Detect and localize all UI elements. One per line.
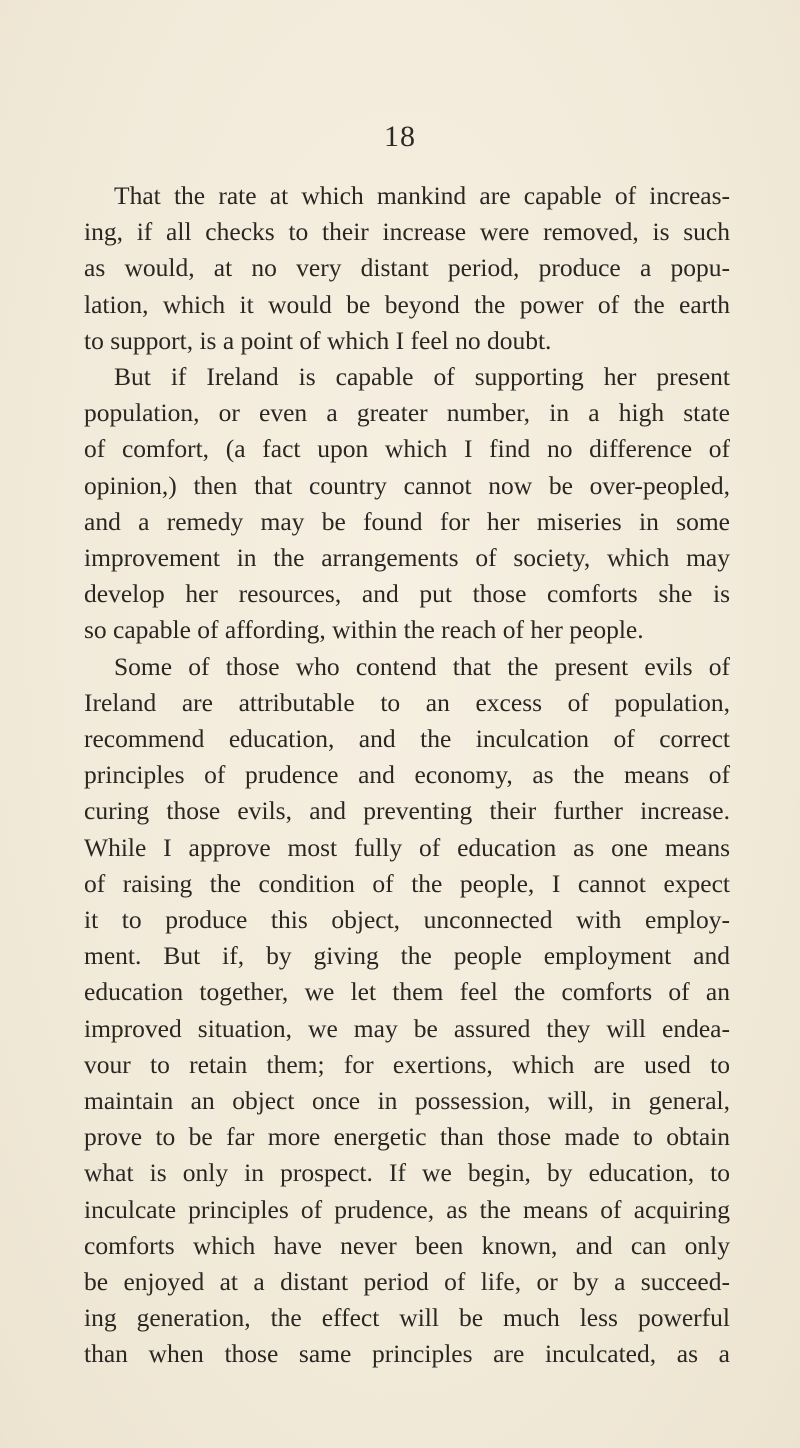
text-line: develop her resources, and put those comforts she is bbox=[84, 579, 730, 609]
text-line: so capable of affording, within the reach of her people. bbox=[84, 615, 644, 645]
text-line: what is only in prospect. If we begin, by education, to bbox=[84, 1158, 730, 1188]
text-line: But if Ireland is capable of supporting her present bbox=[114, 362, 730, 391]
text-line: it to produce this object, unconnected with employ- bbox=[84, 905, 730, 934]
text-line: ing, if all checks to their increase were removed, is such bbox=[84, 217, 730, 247]
text-line: ment. But if, by giving the people employment and bbox=[84, 941, 730, 971]
text-line: inculcate principles of prudence, as the means of acquiring bbox=[84, 1194, 730, 1224]
text-line: vour to retain them; for exertions, which are used to bbox=[84, 1049, 730, 1079]
text-line: as would, at no very distant period, produce a popu- bbox=[84, 253, 730, 283]
text-line: recommend education, and the inculcation of correct bbox=[84, 724, 730, 753]
text-line: lation, which it would be beyond the power of the earth bbox=[84, 289, 730, 319]
text-line: comforts which have never been known, and can only bbox=[84, 1230, 730, 1260]
text-line: of comfort, (a fact upon which I find no difference of bbox=[84, 434, 730, 464]
text-line: opinion,) then that country cannot now be over-peopled, bbox=[84, 470, 730, 500]
text-line: to support, is a point of which I feel no doubt. bbox=[84, 325, 552, 355]
text-line: While I approve most fully of education as one means bbox=[84, 832, 730, 862]
page-number: 18 bbox=[384, 120, 416, 153]
text-line: ing generation, the effect will be much less powerful bbox=[84, 1303, 730, 1333]
text-line: education together, we let them feel the comforts of an bbox=[84, 977, 730, 1007]
text-line: improvement in the arrangements of society, which may bbox=[84, 543, 730, 572]
text-line: population, or even a greater number, in a high state bbox=[84, 398, 730, 428]
text-line: prove to be far more energetic than those made to obtain bbox=[84, 1122, 730, 1152]
text-line: Ireland are attributable to an excess of population, bbox=[84, 687, 730, 717]
text-line: of raising the condition of the people, I cannot expect bbox=[84, 868, 730, 898]
text-line: and a remedy may be found for her miseries in some bbox=[84, 506, 730, 536]
text-line: than when those same principles are inculcated, as a bbox=[84, 1339, 730, 1369]
text-line: Some of those who contend that the present evils of bbox=[114, 651, 730, 681]
text-line: curing those evils, and preventing their further increase. bbox=[84, 796, 730, 826]
text-line: be enjoyed at a distant period of life, or by a succeed- bbox=[84, 1267, 730, 1296]
text-line: maintain an object once in possession, will, in general, bbox=[84, 1086, 730, 1115]
text-line: improved situation, we may be assured they will endea- bbox=[84, 1013, 730, 1043]
text-line: That the rate at which mankind are capable of increas- bbox=[114, 181, 730, 210]
text-line: principles of prudence and economy, as the means of bbox=[84, 760, 730, 790]
